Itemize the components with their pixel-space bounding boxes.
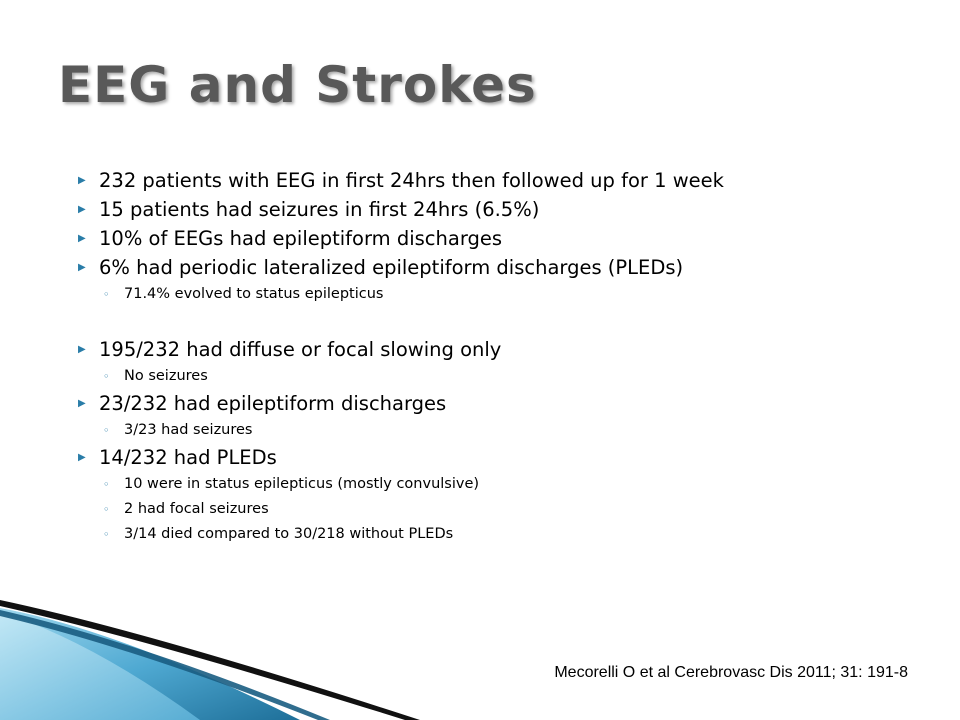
bullet-item bbox=[74, 224, 934, 253]
sub-bullet-item bbox=[74, 522, 934, 547]
circle-bullet-icon: ◦ bbox=[103, 503, 110, 516]
bullet-text: 23/232 had epileptiform discharges bbox=[99, 392, 447, 415]
arrow-bullet-icon: ▶ bbox=[78, 262, 86, 273]
bullet-item bbox=[74, 389, 934, 418]
sub-bullet-item bbox=[74, 364, 934, 389]
bullet-text: 14/232 had PLEDs bbox=[99, 446, 277, 469]
sub-bullet-item bbox=[74, 418, 934, 443]
bullet-item bbox=[74, 335, 934, 364]
arrow-bullet-icon: ▶ bbox=[78, 204, 86, 215]
bullet-text: 195/232 had diffuse or focal slowing only bbox=[99, 338, 502, 361]
circle-bullet-icon: ◦ bbox=[103, 288, 110, 301]
bullet-text: 10% of EEGs had epileptiform discharges bbox=[99, 227, 503, 250]
arrow-bullet-icon: ▶ bbox=[78, 233, 86, 244]
circle-bullet-icon: ◦ bbox=[103, 370, 110, 383]
bullet-item bbox=[74, 253, 934, 282]
sub-bullet-item bbox=[74, 282, 934, 307]
circle-bullet-icon: ◦ bbox=[103, 528, 110, 541]
circle-bullet-icon: ◦ bbox=[103, 424, 110, 437]
sub-bullet-item bbox=[74, 472, 934, 497]
sub-bullet-text: 71.4% evolved to status epilepticus bbox=[124, 286, 384, 302]
sub-bullet-text: 2 had focal seizures bbox=[124, 501, 269, 517]
arrow-bullet-icon: ▶ bbox=[78, 398, 86, 409]
arrow-bullet-icon: ▶ bbox=[78, 175, 86, 186]
sub-bullet-text: 10 were in status epilepticus (mostly convulsive) bbox=[124, 476, 480, 492]
bullet-item bbox=[74, 166, 934, 195]
bullet-text: 15 patients had seizures in first 24hrs (6.5%) bbox=[99, 198, 540, 221]
bullet-item bbox=[74, 195, 934, 224]
sub-bullet-text: 3/14 died compared to 30/218 without PLEDs bbox=[124, 526, 454, 542]
bullet-text: 232 patients with EEG in first 24hrs then followed up for 1 week bbox=[99, 169, 724, 192]
slide-title: EEG and Strokes bbox=[58, 56, 537, 114]
citation: Mecorelli O et al Cerebrovasc Dis 2011; 31: 191-8 bbox=[554, 664, 908, 681]
sub-bullet-item bbox=[74, 497, 934, 522]
sub-bullet-text: 3/23 had seizures bbox=[124, 422, 253, 438]
arrow-bullet-icon: ▶ bbox=[78, 452, 86, 463]
decorative-swoosh bbox=[0, 590, 420, 720]
bullet-text: 6% had periodic lateralized epileptiform discharges (PLEDs) bbox=[99, 256, 684, 279]
bullet-list bbox=[74, 166, 934, 547]
arrow-bullet-icon: ▶ bbox=[78, 344, 86, 355]
sub-bullet-text: No seizures bbox=[124, 368, 208, 384]
circle-bullet-icon: ◦ bbox=[103, 478, 110, 491]
bullet-item bbox=[74, 443, 934, 472]
